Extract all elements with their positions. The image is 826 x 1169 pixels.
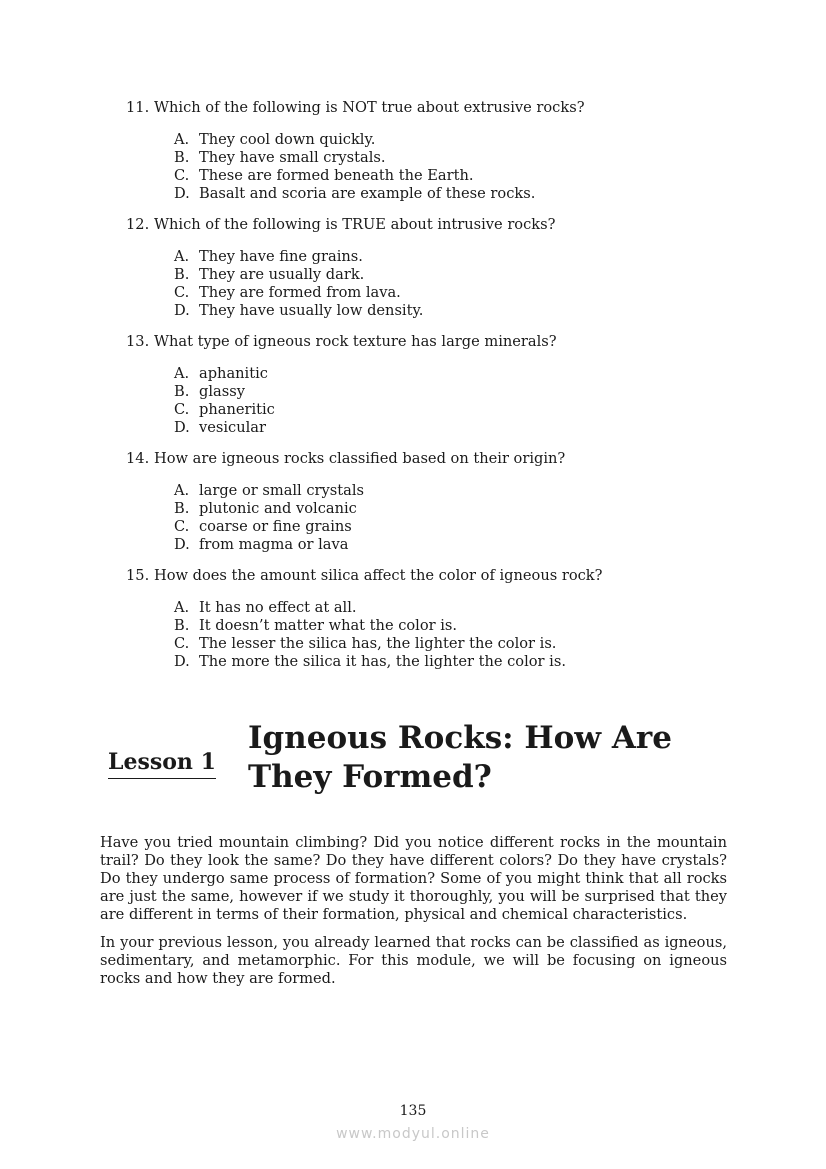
choice-letter: A. (174, 365, 190, 382)
choice-letter: B. (174, 149, 190, 166)
question-15 (126, 567, 746, 671)
lesson-introduction (100, 834, 727, 998)
watermark: www.modyul.online (336, 1126, 490, 1142)
choice-text: The more the silica it has, the lighter the color is. (199, 653, 566, 670)
question-number: 14. (126, 450, 150, 467)
question-stem (126, 450, 746, 468)
choice-text: They have small crystals. (199, 149, 386, 166)
question-number: 11. (126, 99, 150, 116)
question-stem (126, 99, 746, 117)
choice-letter: D. (174, 653, 190, 670)
choice-letter: C. (174, 284, 190, 301)
question-13 (126, 333, 746, 437)
choice-text: from magma or lava (199, 536, 349, 553)
question-number: 13. (126, 333, 150, 350)
choice-text: Basalt and scoria are example of these rocks. (199, 185, 536, 202)
choice-text: vesicular (199, 419, 266, 436)
choice-c (126, 635, 746, 653)
question-number: 15. (126, 567, 150, 584)
choice-b (126, 266, 746, 284)
choice-text: It doesn’t matter what the color is. (199, 617, 458, 634)
choice-text: aphanitic (199, 365, 268, 382)
choice-letter: B. (174, 500, 190, 517)
question-text: Which of the following is TRUE about intrusive rocks? (154, 216, 556, 233)
question-stem (126, 567, 746, 585)
lesson-title-line-1: Igneous Rocks: How Are (248, 720, 672, 756)
choice-a (126, 365, 746, 383)
question-list (126, 99, 746, 684)
choice-letter: B. (174, 266, 190, 283)
choice-c (126, 518, 746, 536)
choice-text: These are formed beneath the Earth. (199, 167, 474, 184)
choice-c (126, 284, 746, 302)
paragraph: Have you tried mountain climbing? Did you notice different rocks in the mountain trail? Do they look the same? Do they have different colors? Do they have crystals? Do they undergo same process of formation? Some of you might think that all rocks are just the same, however if we study it thoroughly, you will be surprised that they are different in terms of their formation, physical and chemical characteristics. (100, 834, 727, 923)
choice-text: They cool down quickly. (199, 131, 376, 148)
choice-list (126, 248, 746, 320)
choice-letter: D. (174, 419, 190, 436)
choice-text: large or small crystals (199, 482, 364, 499)
choice-letter: D. (174, 536, 190, 553)
choice-b (126, 149, 746, 167)
choice-b (126, 383, 746, 401)
question-stem (126, 333, 746, 351)
choice-text: phaneritic (199, 401, 275, 418)
choice-b (126, 500, 746, 518)
choice-text: glassy (199, 383, 245, 400)
choice-d (126, 185, 746, 203)
choice-list (126, 365, 746, 437)
choice-text: plutonic and volcanic (199, 500, 357, 517)
choice-letter: D. (174, 185, 190, 202)
question-text: How are igneous rocks classified based on their origin? (154, 450, 566, 467)
choice-letter: D. (174, 302, 190, 319)
choice-b (126, 617, 746, 635)
choice-d (126, 536, 746, 554)
lesson-label: Lesson 1 (108, 748, 216, 779)
choice-letter: C. (174, 167, 190, 184)
question-text: What type of igneous rock texture has large minerals? (154, 333, 557, 350)
choice-a (126, 131, 746, 149)
choice-letter: A. (174, 482, 190, 499)
choice-list (126, 599, 746, 671)
choice-letter: A. (174, 599, 190, 616)
choice-text: They have usually low density. (199, 302, 424, 319)
choice-text: They are formed from lava. (199, 284, 401, 301)
lesson-title-line-2: They Formed? (248, 759, 492, 795)
choice-list (126, 482, 746, 554)
choice-letter: C. (174, 518, 190, 535)
choice-d (126, 302, 746, 320)
question-text: How does the amount silica affect the color of igneous rock? (154, 567, 603, 584)
page-number: 135 (399, 1103, 427, 1119)
choice-letter: B. (174, 383, 190, 400)
choice-text: The lesser the silica has, the lighter the color is. (199, 635, 557, 652)
choice-letter: B. (174, 617, 190, 634)
paragraph: In your previous lesson, you already learned that rocks can be classified as igneous, sedimentary, and metamorphic. For this module, we will be focusing on igneous rocks and how they are formed. (100, 934, 727, 987)
question-11 (126, 99, 746, 203)
lesson-title (248, 719, 748, 797)
choice-text: coarse or fine grains (199, 518, 352, 535)
choice-text: They have fine grains. (199, 248, 363, 265)
choice-letter: C. (174, 635, 190, 652)
question-stem (126, 216, 746, 234)
choice-text: They are usually dark. (199, 266, 365, 283)
choice-a (126, 248, 746, 266)
choice-text: It has no effect at all. (199, 599, 357, 616)
choice-a (126, 599, 746, 617)
choice-a (126, 482, 746, 500)
question-text: Which of the following is NOT true about extrusive rocks? (154, 99, 585, 116)
choice-letter: A. (174, 131, 190, 148)
choice-d (126, 653, 746, 671)
choice-letter: C. (174, 401, 190, 418)
choice-c (126, 401, 746, 419)
choice-list (126, 131, 746, 203)
choice-c (126, 167, 746, 185)
question-number: 12. (126, 216, 150, 233)
question-14 (126, 450, 746, 554)
question-12 (126, 216, 746, 320)
choice-d (126, 419, 746, 437)
choice-letter: A. (174, 248, 190, 265)
